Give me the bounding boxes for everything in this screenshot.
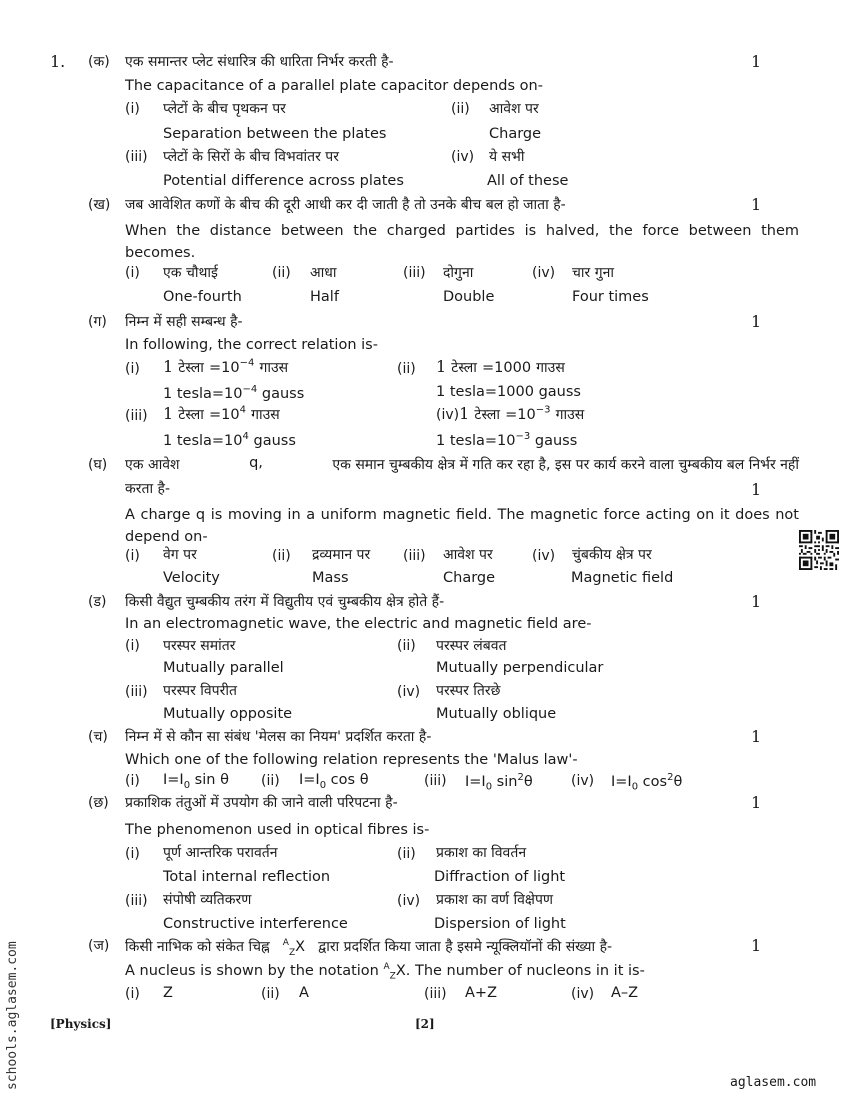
option-number: (iii) xyxy=(424,986,447,1002)
option-english: Mutually perpendicular xyxy=(436,660,604,676)
formula-part: cos xyxy=(638,773,668,790)
option-english: Dispersion of light xyxy=(434,916,566,932)
part-kha-question-hindi: जब आवेशित कणों के बीच की दूरी आधी कर दी जाती है तो उनके बीच बल हो जाता है- xyxy=(125,197,566,213)
option-number: (iii) xyxy=(125,684,148,700)
formula-part: I=I xyxy=(611,773,632,790)
part-cha-marks: 1 xyxy=(751,727,762,746)
option-exponent: 4 xyxy=(239,404,246,416)
option-english: Magnetic field xyxy=(571,570,674,586)
formula-part: sin xyxy=(492,773,518,790)
option-number: (i) xyxy=(125,773,140,789)
option-english: Four times xyxy=(572,289,649,305)
option-hindi: आवेश पर xyxy=(489,101,539,117)
part-label-gha: (घ) xyxy=(88,457,108,473)
option-number: (iv) xyxy=(571,773,595,789)
option-hindi: परस्पर विपरीत xyxy=(163,683,237,699)
option-english: Total internal reflection xyxy=(163,869,331,885)
option-number: (ii) xyxy=(261,986,280,1002)
footer-subject: [Physics] xyxy=(50,1017,112,1031)
option-hindi: ये सभी xyxy=(489,149,525,165)
option-english: Velocity xyxy=(163,570,220,586)
option-number: (iv) xyxy=(397,893,421,909)
option-english: Mass xyxy=(312,570,349,586)
qr-code-icon xyxy=(799,530,839,570)
formula-part: I=I xyxy=(163,772,184,788)
option-english: 1 tesla=1000 gauss xyxy=(436,384,581,400)
option-text: gauss xyxy=(253,432,296,449)
option-unit: गाउस xyxy=(251,407,280,423)
option-value: =10 xyxy=(209,407,240,423)
option-english: Mutually parallel xyxy=(163,660,284,676)
option-unit: गाउस xyxy=(555,407,585,423)
option-english: Constructive interference xyxy=(163,916,348,932)
option-hindi: आवेश पर xyxy=(443,547,493,563)
option-text: gauss xyxy=(261,385,305,402)
option-english: Mutually opposite xyxy=(163,706,293,722)
option-number: (i) xyxy=(125,265,140,281)
option-value: 1 xyxy=(163,404,174,423)
option-english: Double xyxy=(443,289,495,305)
formula-superscript: 2 xyxy=(667,772,674,783)
option-number: (iii) xyxy=(403,265,426,281)
option-english xyxy=(163,384,304,402)
option-number: (ii) xyxy=(397,638,416,654)
option-english: Diffraction of light xyxy=(434,869,566,885)
option-hindi: परस्पर तिरछे xyxy=(436,683,501,699)
question-text: एक समान चुम्बकीय क्षेत्र में गति कर रहा है, इस पर कार्य करने वाला चुम्बकीय बल निर्भर नहीं xyxy=(332,457,799,473)
option-exponent: 4 xyxy=(242,431,249,442)
part-nga-question-english: In an electromagnetic wave, the electric and magnetic field are- xyxy=(125,616,592,632)
part-nga-question-hindi: किसी वैद्युत चुम्बकीय तरंग में विद्युतीय एवं चुम्बकीय क्षेत्र होते हैं- xyxy=(125,594,445,610)
option-number: (iii) xyxy=(424,773,447,789)
option-english: Charge xyxy=(489,126,542,142)
option-value: 1 xyxy=(436,357,447,376)
part-gha-question-hindi xyxy=(125,455,799,474)
option-number: (ii) xyxy=(397,846,416,862)
option-english: Potential difference across plates xyxy=(163,173,404,189)
part-ga-question-english: In following, the correct relation is- xyxy=(125,337,378,353)
option-number: (i) xyxy=(125,638,140,654)
option-number: (iv) xyxy=(532,548,556,564)
option-number: (iv) xyxy=(436,407,460,423)
option-hindi: संपोषी व्यतिकरण xyxy=(163,892,252,908)
option-number: (iv) xyxy=(451,149,475,165)
option-number: (i) xyxy=(125,361,140,377)
option-number: (iii) xyxy=(125,149,148,165)
option-hindi: प्लेटों के सिरों के बीच विभवांतर पर xyxy=(163,149,339,165)
part-gha-question-english: A charge q is moving in a uniform magnetic field. The magnetic force acting on it does not depend on- xyxy=(125,507,799,545)
footer-page-number: [2] xyxy=(415,1017,435,1031)
option-number: (ii) xyxy=(261,773,280,789)
notation-superscript: A xyxy=(282,938,289,949)
option-english: A+Z xyxy=(465,985,498,1001)
option-hindi: चार गुना xyxy=(572,265,614,281)
notation-superscript: A xyxy=(383,962,390,972)
option-formula xyxy=(299,772,369,791)
question-text: एक आवेश xyxy=(125,457,180,473)
option-english: Mutually oblique xyxy=(436,706,557,722)
notation-symbol: X xyxy=(295,939,306,955)
option-english: One-fourth xyxy=(163,289,242,305)
option-unit: टेस्ला xyxy=(178,360,204,376)
option-value: =10 xyxy=(505,407,536,423)
footer-site-watermark: aglasem.com xyxy=(730,1075,817,1090)
formula-subscript: 0 xyxy=(485,781,493,793)
part-gha-marks: 1 xyxy=(751,480,762,499)
option-english xyxy=(163,431,296,449)
option-hindi: दोगुना xyxy=(443,265,474,281)
formula-part: cos θ xyxy=(326,772,369,788)
formula-superscript: 2 xyxy=(517,772,524,783)
part-label-kha: (ख) xyxy=(88,197,111,213)
part-label-nga: (ड) xyxy=(88,594,107,610)
option-unit: गाउस xyxy=(536,360,565,376)
option-hindi: एक चौथाई xyxy=(163,265,218,281)
option-value: 1 xyxy=(163,357,174,376)
option-hindi xyxy=(436,404,584,424)
part-nga-marks: 1 xyxy=(751,592,762,611)
formula-subscript: 0 xyxy=(631,781,639,793)
option-english: Z xyxy=(163,985,173,1001)
question-symbol: q, xyxy=(249,455,263,471)
part-ga-question-hindi: निम्न में सही सम्बन्ध है- xyxy=(125,314,243,330)
option-exponent: −4 xyxy=(242,384,258,395)
option-hindi: आधा xyxy=(310,265,337,281)
part-cha-question-english: Which one of the following relation represents the 'Malus law'- xyxy=(125,752,578,768)
option-exponent: −3 xyxy=(535,404,551,416)
option-english xyxy=(436,431,577,449)
option-number: (iv) xyxy=(397,684,421,700)
option-number: (i) xyxy=(125,846,140,862)
part-ga-marks: 1 xyxy=(751,312,762,331)
formula-part: θ xyxy=(523,773,533,790)
option-exponent: −4 xyxy=(239,357,255,369)
option-english: A xyxy=(299,985,309,1001)
part-ka-question-english: The capacitance of a parallel plate capacitor depends on- xyxy=(125,78,543,94)
option-hindi: प्लेटों के बीच पृथकन पर xyxy=(163,101,286,117)
option-hindi: प्रकाश का विवर्तन xyxy=(436,845,527,861)
formula-part: θ xyxy=(673,773,683,790)
option-hindi xyxy=(163,357,288,377)
part-label-ja: (ज) xyxy=(88,938,110,954)
part-ja-question-english xyxy=(125,962,645,982)
option-text: 1 tesla=10 xyxy=(163,432,243,449)
option-hindi: वेग पर xyxy=(163,547,197,563)
formula-part: sin θ xyxy=(190,772,229,788)
option-hindi: चुंबकीय क्षेत्र पर xyxy=(572,547,652,563)
question-number: 1. xyxy=(50,52,66,71)
notation-subscript: Z xyxy=(288,947,296,958)
option-hindi: प्रकाश का वर्ण विक्षेपण xyxy=(436,892,554,908)
option-unit: टेस्ला xyxy=(474,407,501,423)
option-value: 1 xyxy=(459,404,470,423)
notation-subscript: Z xyxy=(389,971,396,982)
option-unit: गाउस xyxy=(259,360,289,376)
question-text: . The number of nucleons in it is- xyxy=(405,962,645,979)
part-cha-question-hindi: निम्न में से कौन सा संबंध 'मेलस का नियम' प्रदर्शित करता है- xyxy=(125,729,432,745)
option-english: Charge xyxy=(443,570,496,586)
part-label-ga: (ग) xyxy=(88,314,107,330)
part-ja-marks: 1 xyxy=(751,936,762,955)
option-hindi: द्रव्यमान पर xyxy=(312,547,371,563)
option-english: A–Z xyxy=(611,985,639,1001)
question-text: द्वारा प्रदर्शित किया जाता है इसमे न्यूक्लियॉनों की संख्या है- xyxy=(318,939,613,955)
option-english: All of these xyxy=(487,173,569,189)
option-hindi: पूर्ण आन्तरिक परावर्तन xyxy=(163,845,278,861)
part-chha-question-english: The phenomenon used in optical fibres is- xyxy=(125,822,430,838)
option-unit: टेस्ला xyxy=(451,360,477,376)
part-label-chha: (छ) xyxy=(88,795,109,811)
option-formula xyxy=(465,772,533,793)
part-kha-question-english: When the distance between the charged partides is halved, the force between them becomes. xyxy=(125,223,799,261)
side-watermark: schools.aglasem.com xyxy=(5,941,20,1090)
part-kha-marks: 1 xyxy=(751,195,762,214)
option-number: (iii) xyxy=(125,408,148,424)
option-formula xyxy=(163,772,229,791)
part-ja-question-hindi xyxy=(125,936,612,958)
option-english: Half xyxy=(310,289,339,305)
option-hindi: परस्पर लंबवत xyxy=(436,638,507,654)
option-hindi: परस्पर समांतर xyxy=(163,638,236,654)
option-number: (iv) xyxy=(571,986,595,1002)
part-ka-marks: 1 xyxy=(751,52,762,71)
formula-subscript: 0 xyxy=(183,779,191,791)
option-value: =1000 xyxy=(482,360,532,376)
option-hindi xyxy=(163,404,280,424)
option-number: (iii) xyxy=(403,548,426,564)
part-label-cha: (च) xyxy=(88,729,108,745)
option-hindi xyxy=(436,357,565,377)
option-number: (i) xyxy=(125,101,140,117)
option-number: (i) xyxy=(125,986,140,1002)
formula-subscript: 0 xyxy=(319,779,327,791)
option-text: gauss xyxy=(534,432,578,449)
option-number: (ii) xyxy=(451,101,470,117)
option-number: (iv) xyxy=(532,265,556,281)
question-text: किसी नाभिक को संकेत चिह्न xyxy=(125,939,270,955)
notation-symbol: X xyxy=(395,962,406,979)
question-text: A nucleus is shown by the notation xyxy=(125,962,384,979)
option-value: =10 xyxy=(209,360,240,376)
option-exponent: −3 xyxy=(515,431,531,442)
option-formula xyxy=(611,772,682,793)
option-text: 1 tesla=10 xyxy=(163,385,243,402)
formula-part: I=I xyxy=(465,773,486,790)
option-number: (ii) xyxy=(272,548,291,564)
option-number: (i) xyxy=(125,548,140,564)
part-chha-question-hindi: प्रकाशिक तंतुओं में उपयोग की जाने वाली परिपटना है- xyxy=(125,795,398,811)
formula-part: I=I xyxy=(299,772,320,788)
part-chha-marks: 1 xyxy=(751,793,762,812)
part-gha-question-hindi-continued: करता है- xyxy=(125,481,171,497)
part-ka-question-hindi: एक समान्तर प्लेट संधारित्र की धारिता निर्भर करती है- xyxy=(125,54,394,70)
option-number: (iii) xyxy=(125,893,148,909)
part-label-ka: (क) xyxy=(88,54,110,70)
option-english: Separation between the plates xyxy=(163,126,387,142)
option-number: (ii) xyxy=(397,361,416,377)
option-number: (ii) xyxy=(272,265,291,281)
option-text: 1 tesla=10 xyxy=(436,432,516,449)
option-unit: टेस्ला xyxy=(178,407,204,423)
